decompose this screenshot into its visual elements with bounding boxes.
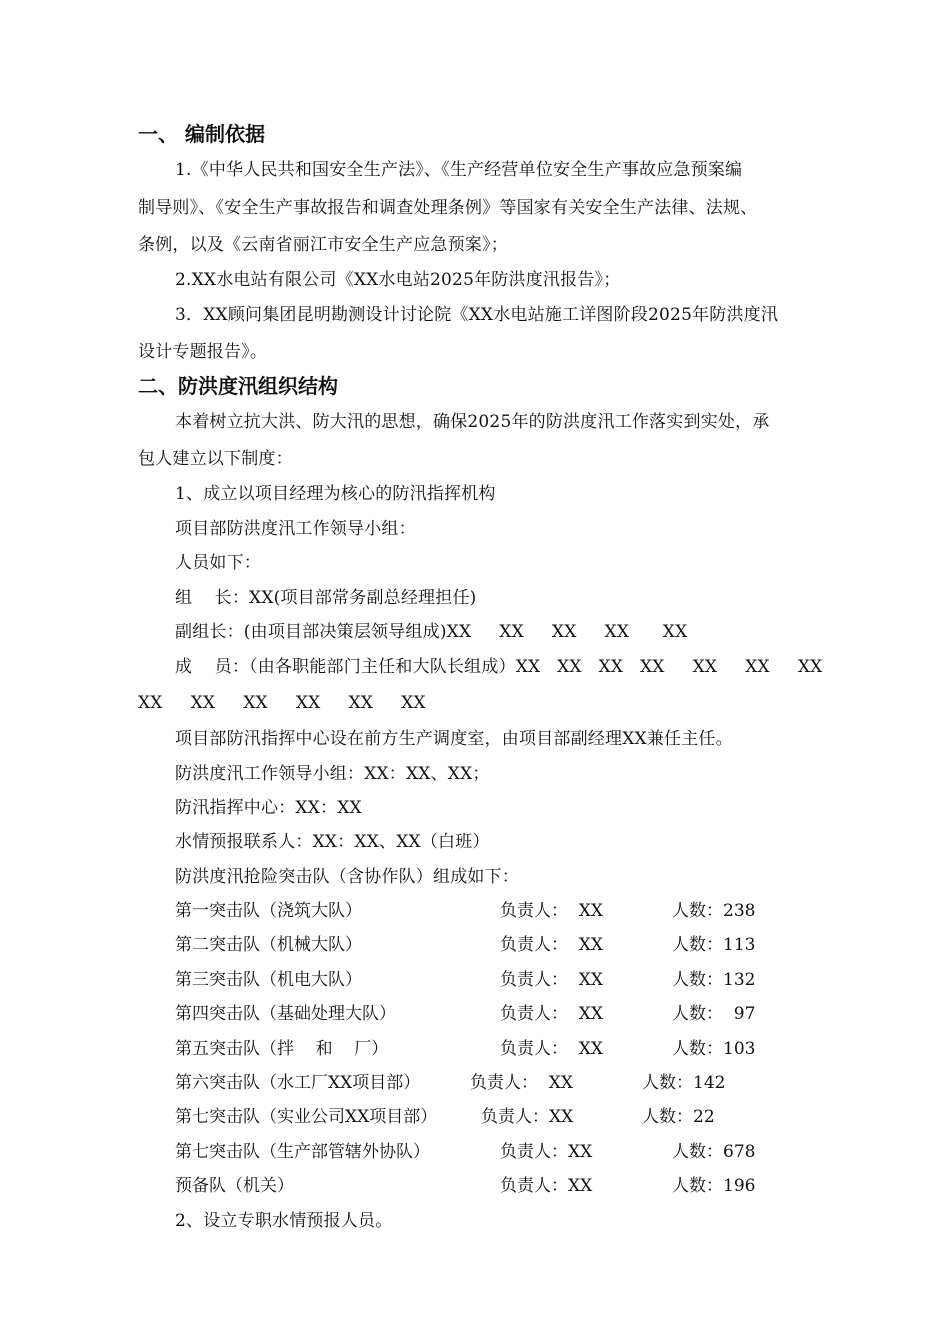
basis-line: 设计专题报告》。 xyxy=(138,342,268,362)
org-line: 本着树立抗大洪、防大汛的思想，确保2025年的防洪度汛工作落实到实处，承 xyxy=(175,412,770,432)
org-line: 水情预报联系人：XX：XX、XX（白班） xyxy=(175,832,490,852)
team-name: 第二突击队（机械大队） xyxy=(175,935,362,955)
team-count: 人数：22 xyxy=(642,1107,715,1127)
team-count: 人数：678 xyxy=(672,1142,756,1162)
basis-line: 1.《中华人民共和国安全生产法》、《生产经营单位安全生产事故应急预案编 xyxy=(175,160,743,180)
team-count: 人数：142 xyxy=(642,1073,726,1093)
org-line: XX XX XX XX XX XX xyxy=(138,693,426,713)
closing-line: 2、设立专职水情预报人员。 xyxy=(175,1211,393,1231)
org-line: 防洪度汛工作领导小组：XX：XX、XX； xyxy=(175,764,490,784)
team-count: 人数： 97 xyxy=(672,1004,756,1024)
team-leader: 负责人：XX xyxy=(500,1176,593,1196)
team-name: 第七突击队（生产部管辖外协队） xyxy=(175,1142,430,1162)
team-count: 人数：103 xyxy=(672,1039,756,1059)
heading-org: 二、防洪度汛组织结构 xyxy=(138,374,338,398)
basis-line: 制导则》、《安全生产事故报告和调查处理条例》等国家有关安全生产法律、法规、 xyxy=(138,198,758,218)
team-leader: 负责人： XX xyxy=(500,901,604,921)
team-leader: 负责人： XX xyxy=(500,970,604,990)
team-leader: 负责人： XX xyxy=(500,1004,604,1024)
org-line: 组 长：XX(项目部常务副总经理担任) xyxy=(175,588,477,608)
team-name: 第四突击队（基础处理大队） xyxy=(175,1004,396,1024)
org-line: 项目部防汛指挥中心设在前方生产调度室，由项目部副经理XX兼任主任。 xyxy=(175,729,733,749)
team-count: 人数：113 xyxy=(672,935,756,955)
team-leader: 负责人： XX xyxy=(470,1073,574,1093)
team-name: 第五突击队（拌 和 厂） xyxy=(175,1039,389,1059)
team-name: 第七突击队（实业公司XX项目部） xyxy=(175,1107,438,1127)
org-line: 项目部防洪度汛工作领导小组： xyxy=(175,519,416,539)
org-line: 副组长：(由项目部决策层领导组成)XX XX XX XX XX xyxy=(175,622,688,642)
team-count: 人数：132 xyxy=(672,970,756,990)
org-line: 防汛指挥中心：XX：XX xyxy=(175,798,362,818)
basis-line: 3．XX顾问集团昆明勘测设计讨论院《XX水电站施工详图阶段2025年防洪度汛 xyxy=(175,305,779,325)
team-leader: 负责人：XX xyxy=(481,1107,574,1127)
team-count: 人数：196 xyxy=(672,1176,756,1196)
team-leader: 负责人： XX xyxy=(500,1039,604,1059)
team-leader: 负责人：XX xyxy=(500,1142,593,1162)
org-line: 包人建立以下制度： xyxy=(138,449,293,469)
team-name: 第六突击队（水工厂XX项目部） xyxy=(175,1073,421,1093)
basis-line: 条例，以及《云南省丽江市安全生产应急预案》； xyxy=(138,235,508,255)
org-line: 1、成立以项目经理为核心的防汛指挥机构 xyxy=(175,484,496,504)
heading-basis: 一、 编制依据 xyxy=(138,122,265,146)
team-count: 人数：238 xyxy=(672,901,756,921)
basis-line: 2.XX水电站有限公司《XX水电站2025年防洪度汛报告》； xyxy=(175,270,621,290)
team-name: 预备队（机关） xyxy=(175,1176,294,1196)
team-name: 第三突击队（机电大队） xyxy=(175,970,362,990)
org-line: 人员如下： xyxy=(175,553,261,573)
org-line: 防洪度汛抢险突击队（含协作队）组成如下： xyxy=(175,867,519,887)
team-name: 第一突击队（浇筑大队） xyxy=(175,901,362,921)
team-leader: 负责人： XX xyxy=(500,935,604,955)
org-line: 成 员：（由各职能部门主任和大队长组成）XX XX XX XX XX XX XX xyxy=(175,657,823,677)
